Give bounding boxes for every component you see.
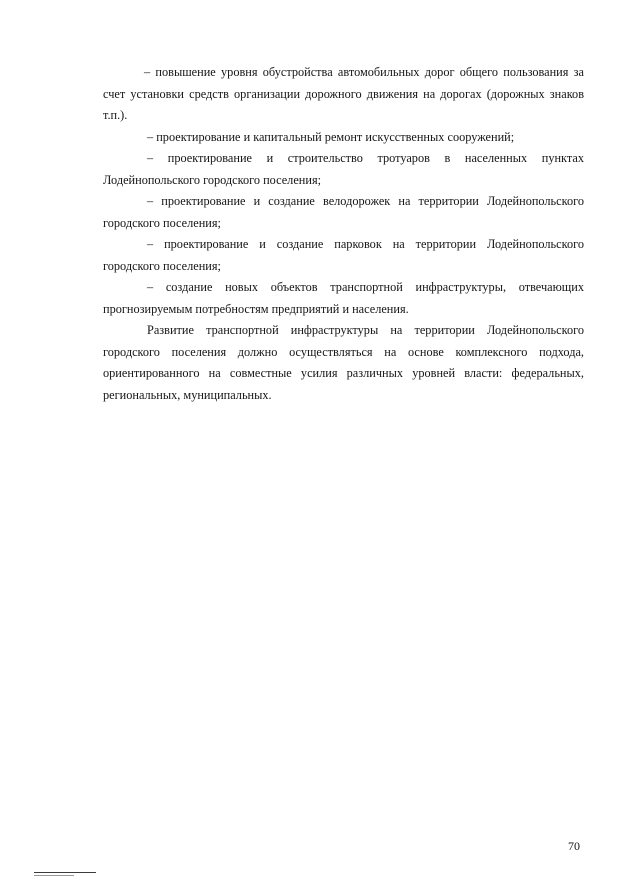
- list-item-new-infrastructure: – создание новых объектов транспортной инфраструктуры, отвечающих прогнозируемым потребностям предприятий и населения.: [103, 280, 584, 316]
- list-item-sidewalks: – проектирование и строительство тротуаров в населенных пунктах Лодейнопольского городского поселения;: [103, 151, 584, 187]
- list-item-artificial-structures: – проектирование и капитальный ремонт искусственных сооружений;: [147, 129, 515, 144]
- page-number: 70: [568, 839, 580, 853]
- conclusion-paragraph: Развитие транспортной инфраструктуры на территории Лодейнопольского городского поселения должно осуществляться на основе комплексного подхода, ориентированного на совместные усилия различных уровней власти: федеральных, региональных, муниципальных.: [103, 323, 584, 402]
- footer-rule-faint: [34, 875, 74, 876]
- list-item-bike-paths: – проектирование и создание велодорожек на территории Лодейнопольского городского поселения;: [103, 194, 584, 230]
- body-text: [103, 62, 584, 406]
- list-item-parking: – проектирование и создание парковок на территории Лодейнопольского городского поселения;: [103, 237, 584, 273]
- list-item-road-equipment: – повышение уровня обустройства автомобильных дорог общего пользования за счет установки средств организации дорожного движения на дорогах (дорожных знаков т.п.).: [103, 65, 584, 122]
- footer-rule: [34, 872, 96, 873]
